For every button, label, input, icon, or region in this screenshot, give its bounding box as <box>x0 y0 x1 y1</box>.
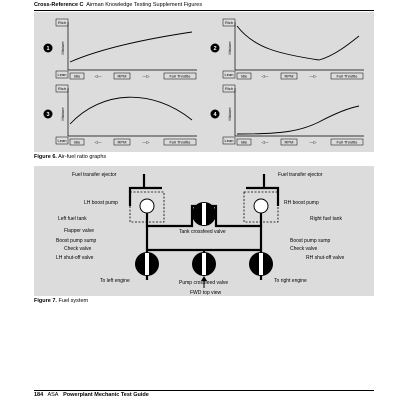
label-tank-crossfeed-valve: Tank crossfeed valve <box>179 229 226 235</box>
book-title: Powerplant Mechanic Test Guide <box>63 392 149 398</box>
graph-3 <box>44 85 198 145</box>
label-fuel-ejector-left: Fuel transfer ejector <box>72 172 117 178</box>
label-right-fuel-tank: Right fuel tank <box>310 216 342 222</box>
label-lh-boost-pump: LH boost pump <box>84 200 118 206</box>
figure-7-label: Figure 7. <box>34 298 57 304</box>
x-label-left: Idle <box>240 139 248 145</box>
label-lh-shutoff-valve: LH shut-off valve <box>56 255 94 261</box>
label-rh-shutoff-valve: RH shut-off valve <box>306 255 345 261</box>
mixture-curve <box>70 32 192 62</box>
graph-number: 4 <box>213 112 217 118</box>
label-fuel-ejector-right: Fuel transfer ejector <box>278 172 323 178</box>
y-label-top: Rich <box>224 20 234 25</box>
graph-number: 1 <box>46 46 50 52</box>
publisher: ASA <box>47 392 59 398</box>
x-label-mid: RPM <box>284 73 294 79</box>
air-fuel-graphs <box>34 12 374 152</box>
figure-6-label: Figure 6. <box>34 154 57 160</box>
y-label-mid: Mixture <box>60 41 65 55</box>
running-header <box>34 2 202 8</box>
arrow-left-icon: ◁— <box>261 73 269 79</box>
label-pump-crossfeed-valve: Pump crossfeed valve <box>179 280 229 286</box>
page-number: 184 <box>34 392 44 398</box>
x-label-right: Full Throttle <box>336 73 358 79</box>
figure-6-caption <box>34 154 106 160</box>
arrow-right-icon: —▷ <box>142 139 150 145</box>
label-fwd-top-view: FWD top view <box>190 290 222 296</box>
arrow-left-icon: ◁— <box>94 139 102 145</box>
figure-6-text: Air-fuel ratio graphs <box>58 154 107 160</box>
y-label-mid: Mixture <box>227 41 232 55</box>
mixture-curve <box>237 26 359 60</box>
figure-7-text: Fuel system <box>58 298 89 304</box>
x-label-right: Full Throttle <box>336 139 358 145</box>
x-label-mid: RPM <box>284 139 294 145</box>
x-label-left: Idle <box>73 139 81 145</box>
x-label-left: Idle <box>73 73 81 79</box>
y-label-bottom: Lean <box>224 72 234 77</box>
y-label-bottom: Lean <box>57 138 67 143</box>
graph-1 <box>44 19 198 79</box>
header-subtitle: Airman Knowledge Testing Supplement Figures <box>86 2 203 8</box>
y-label-top: Rich <box>57 20 67 25</box>
y-label-bottom: Lean <box>57 72 67 77</box>
header-title: Cross-Reference C <box>34 2 84 8</box>
x-label-right: Full Throttle <box>169 139 191 145</box>
y-label-mid: Mixture <box>227 107 232 121</box>
page-footer <box>34 392 149 398</box>
graph-4 <box>211 85 365 145</box>
label-flapper-valve: Flapper valve <box>64 228 95 234</box>
y-label-bottom: Lean <box>224 138 234 143</box>
label-left-fuel-tank: Left fuel tank <box>58 216 87 222</box>
y-label-top: Rich <box>57 86 67 91</box>
figure-7-caption <box>34 298 88 304</box>
x-label-mid: RPM <box>117 139 127 145</box>
mixture-curve <box>237 106 359 134</box>
label-to-right-engine: To right engine <box>274 278 307 284</box>
arrow-right-icon: —▷ <box>309 139 317 145</box>
x-label-mid: RPM <box>117 73 127 79</box>
graph-number: 2 <box>213 46 217 52</box>
y-label-top: Rich <box>224 86 234 91</box>
mixture-curve <box>70 97 192 124</box>
lh-boost-pump <box>140 199 154 213</box>
label-boost-pump-sump: Boost pump sump <box>56 238 97 244</box>
label-to-left-engine: To left engine <box>100 278 130 284</box>
fuel-system-diagram <box>34 166 374 296</box>
graph-number: 3 <box>46 112 50 118</box>
figure-6-panel <box>34 12 374 152</box>
x-label-left: Idle <box>240 73 248 79</box>
valves <box>135 202 273 276</box>
label-rh-boost-pump: RH boost pump <box>284 200 319 206</box>
graph-2 <box>211 19 365 79</box>
label-check-valve: Check valve <box>64 246 92 252</box>
arrow-right-icon: —▷ <box>309 73 317 79</box>
label-boost-pump-sump-right: Boost pump sump <box>290 238 331 244</box>
figure-7-panel <box>34 166 374 296</box>
footer-rule <box>34 390 374 391</box>
rh-boost-pump <box>254 199 268 213</box>
arrow-right-icon: —▷ <box>142 73 150 79</box>
arrow-left-icon: ◁— <box>94 73 102 79</box>
label-check-valve-right: Check valve <box>290 246 318 252</box>
x-label-right: Full Throttle <box>169 73 191 79</box>
y-label-mid: Mixture <box>60 107 65 121</box>
arrow-left-icon: ◁— <box>261 139 269 145</box>
header-rule <box>34 10 374 11</box>
